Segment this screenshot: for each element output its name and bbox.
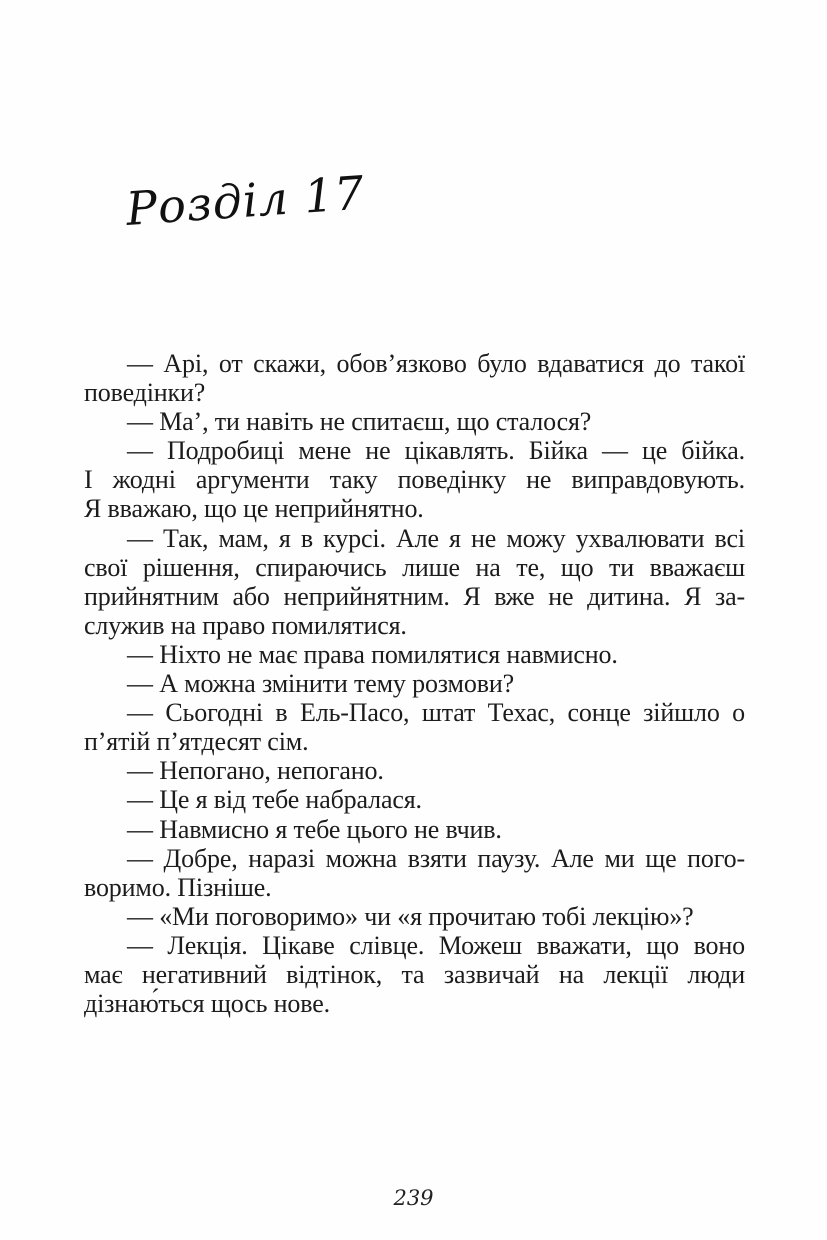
text-line: Я вважаю, що це неприйнятно. bbox=[84, 494, 424, 524]
text-line: — Ніхто не має права помилятися навмисно. bbox=[127, 639, 618, 669]
text-line: — Так, мам, я в курсі. Але я не можу ухвалювати всі bbox=[127, 523, 745, 553]
text-line: служив на право помилятися. bbox=[84, 610, 407, 640]
text-line: дізнаю́ться щось нове. bbox=[84, 989, 330, 1019]
text-line: має негативний відтінок, та зазвичай на лекції люди bbox=[84, 959, 745, 989]
text-line: воримо. Пізніше. bbox=[84, 872, 272, 902]
text-line: — Непогано, непогано. bbox=[127, 756, 384, 786]
text-line: — Подробиці мене не цікавлять. Бійка — це бійка. bbox=[127, 436, 745, 466]
text-line: — Арі, от скажи, обов’язково було вдаватися до такої bbox=[127, 349, 745, 378]
page-number: 239 bbox=[393, 1186, 434, 1210]
text-line: свої рішення, спираючись лише на те, що ти вважаєш bbox=[84, 552, 745, 582]
text-line: — Сьогодні в Ель-Пасо, штат Техас, сонце зійшло о bbox=[127, 698, 745, 728]
text-line: п’ятій п’ятдесят сім. bbox=[84, 727, 309, 757]
text-line: — Ма’, ти навіть не спитаєш, що сталося? bbox=[127, 407, 592, 437]
text-line: — Навмисно я тебе цього не вчив. bbox=[127, 814, 502, 844]
text-line: — А можна змінити тему розмови? bbox=[127, 669, 514, 699]
chapter-heading: Розділ 17 bbox=[124, 165, 367, 236]
text-line: прийнятним або неприйнятним. Я вже не дитина. Я за- bbox=[84, 581, 745, 611]
text-line: поведінки? bbox=[84, 378, 206, 408]
text-line: — Лекція. Цікаве слівце. Можеш вважати, що воно bbox=[127, 930, 745, 960]
text-line: І жодні аргументи таку поведінку не виправдовують. bbox=[84, 465, 745, 495]
text-line: — Це я від тебе набралася. bbox=[127, 785, 422, 815]
body-text bbox=[84, 349, 745, 1018]
text-line: — Добре, наразі можна взяти паузу. Але ми ще пого- bbox=[127, 843, 745, 873]
text-line: — «Ми поговоримо» чи «я прочитаю тобі лекцію»? bbox=[127, 901, 694, 931]
